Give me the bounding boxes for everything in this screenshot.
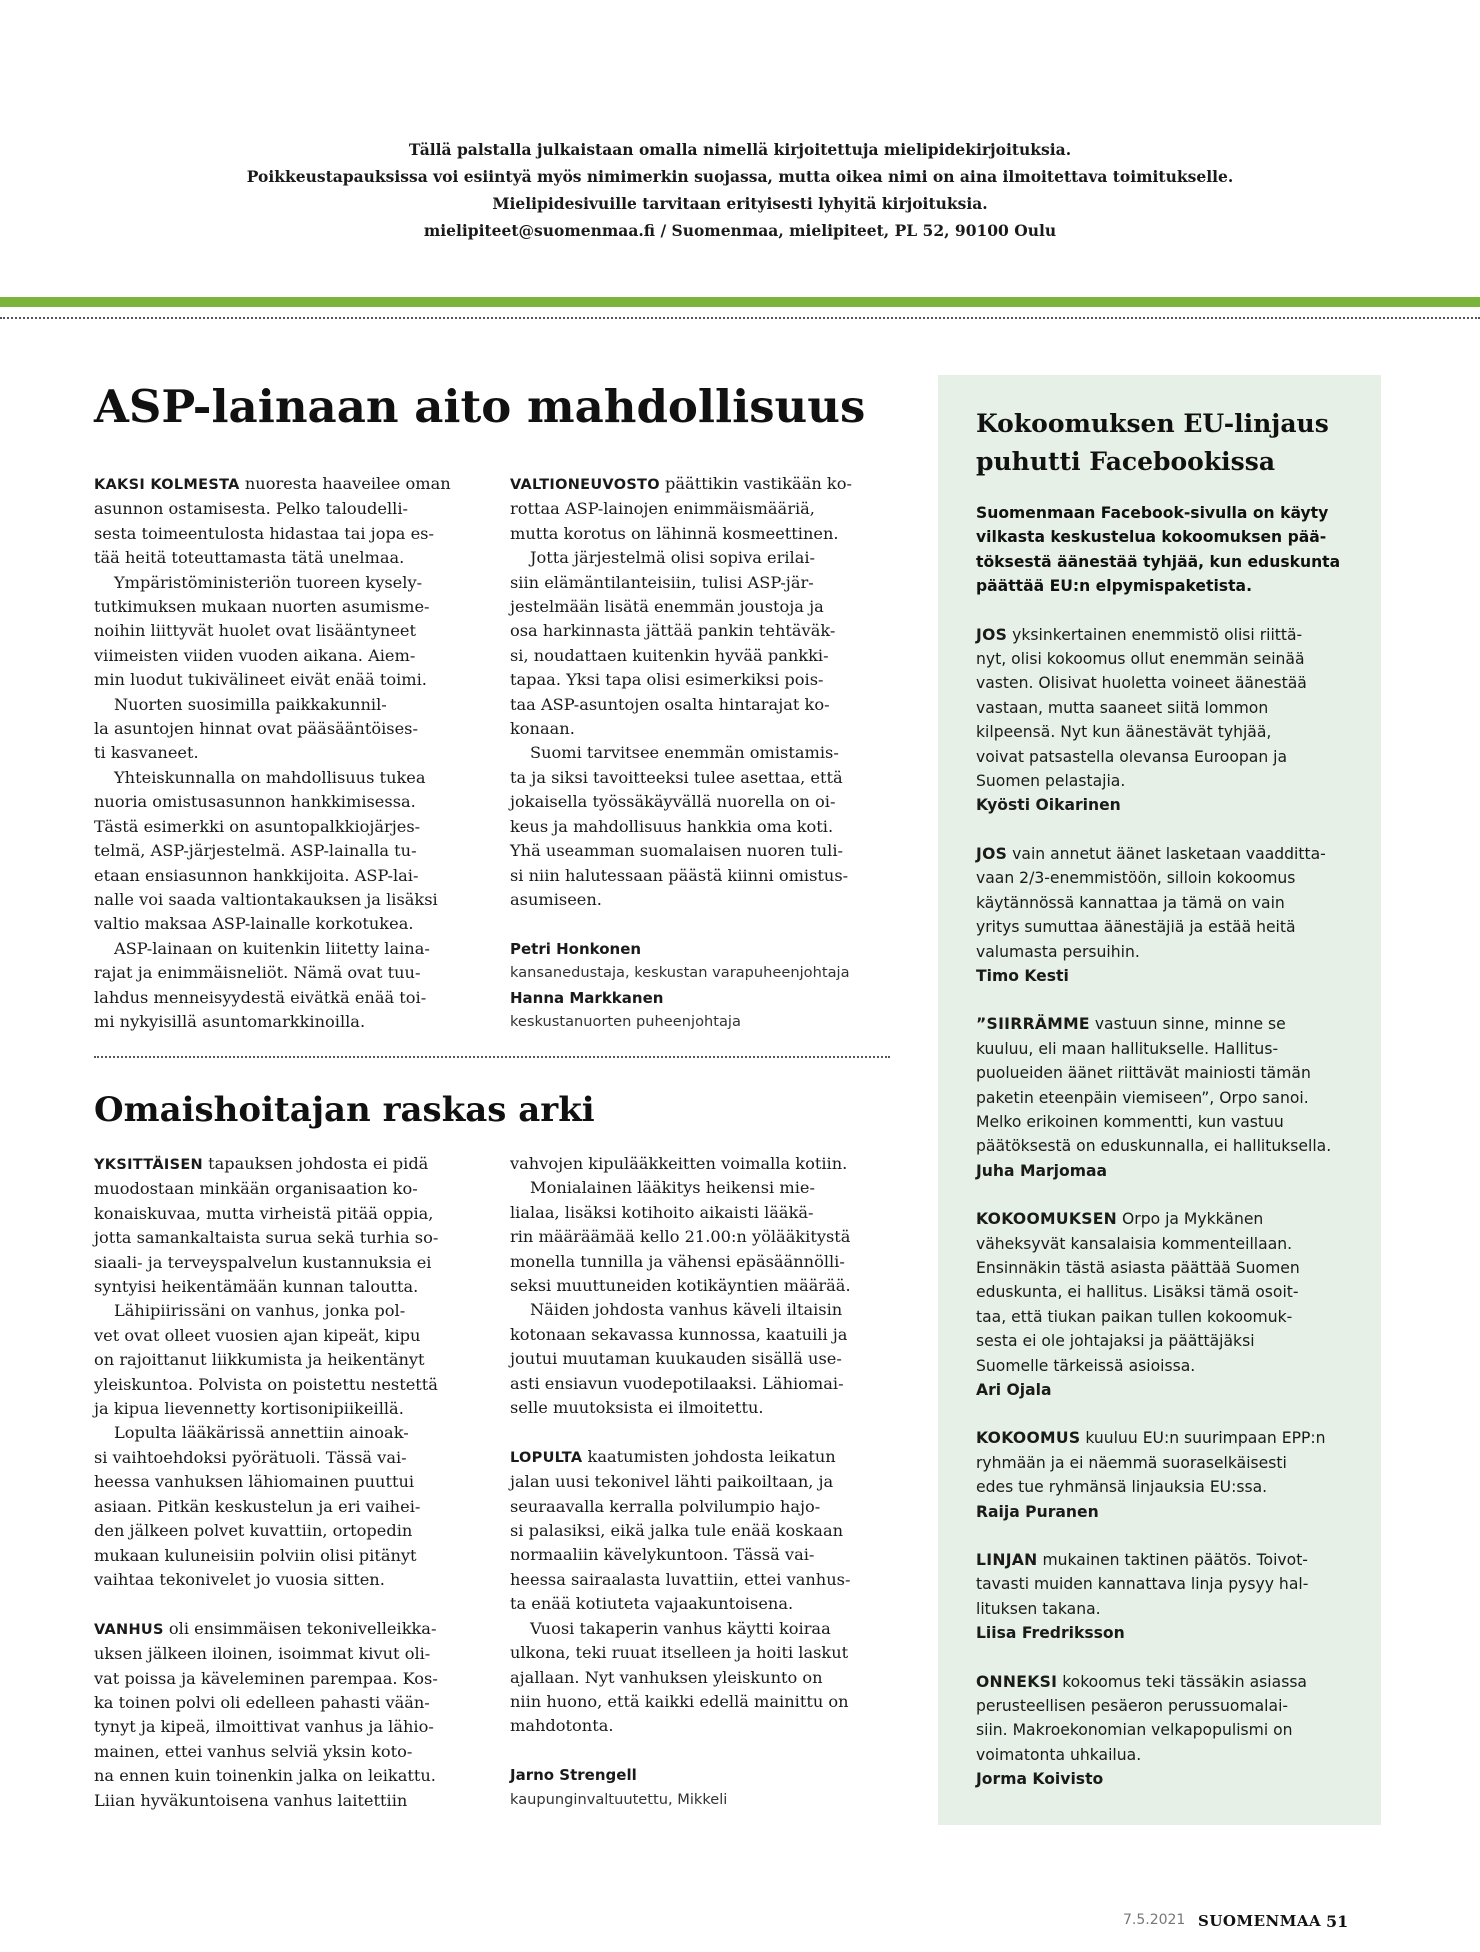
sidebar-title: Kokoomuksen EU-linjaus puhutti Facebookissa: [976, 409, 1329, 476]
commenter-name: Jorma Koivisto: [976, 1770, 1104, 1789]
commenter-name: Raija Puranen: [976, 1502, 1099, 1521]
author-role: kaupunginvaltuutettu, Mikkeli: [510, 1790, 728, 1808]
paragraph: LOPULTA kaatumisten johdosta leikatun: [510, 1446, 836, 1466]
article1-column-1: KAKSI KOLMESTA nuoresta haaveilee oman asunnon ostamisesta. Pelko taloudelli- sesta toimeentulosta hidastaa tai jopa es- tää heitä toteuttamasta tätä unelmaa. Ympäristöministeriön tuoreen kysely- tutkimuksen mukaan nuorten asumisme- noihin liittyvät huolet ovat lisääntyneet viimeisten viiden vuoden aikana. Aiem- min luodut tukivälineet eivät enää toimi. Nuorten suosimilla paikkakunnil- la asuntojen hinnat ovat pääsääntöises- ti kasvaneet. Yhteiskunnalla on mahdollisuus tukea nuoria omistusasunnon hankkimisessa. Tästä esimerkki on asuntopalkkiojärjes- telmä, ASP-järjestelmä. ASP-lainalla tu- etaan ensiasunnon hankkijoita. ASP-lai- nalle voi saada valtiontakauksen ja lisäksi valtio maksaa ASP-lainalle korkotukea. ASP-lainaan on kuitenkin liitetty laina- rajat ja enimmäisneliöt. Nämä ovat tuu- lahdus menneisyydestä eivätkä enää toi- mi nykyisillä asuntomarkkinoilla.: [94, 472, 474, 1034]
paragraph: YKSITTÄISEN tapauksen johdosta ei pidä: [94, 1154, 429, 1173]
commenter-name: Timo Kesti: [976, 966, 1069, 985]
magazine-name: SUOMENMAA: [1198, 1912, 1322, 1930]
intro-line: Tällä palstalla julkaistaan omalla nimellä kirjoitettuja mielipidekirjoituksia.: [408, 140, 1072, 159]
paragraph: VALTIONEUVOSTO päättikin vastikään ko-: [510, 474, 852, 493]
lead-word: KOKOOMUKSEN: [976, 1210, 1118, 1229]
article1-column-2: VALTIONEUVOSTO päättikin vastikään ko- rottaa ASP-lainojen enimmäismääriä, mutta korotus on lähinnä kosmeettinen. Jotta järjestelmä olisi sopiva erilai- siin elämäntilanteisiin, tulisi ASP-jär- jestelmään lisätä enemmän joustoja ja osa harkinnasta jättää pankin tehtäväk- si, noudattaen kuitenkin hyvää pankki- tapaa. Yksi tapa olisi esimerkiksi pois- taa ASP-asuntojen osalta hintarajat ko- konaan. Suomi tarvitsee enemmän omistamis- ta ja siksi tavoitteeksi tulee asettaa, että jokaisella työssäkäyvällä nuorella on oi- keus ja mahdollisuus hankkia oma koti. Yhä useamman suomalaisen nuoren tuli- si niin halutessaan päästä kiinni omistus- asumiseen. Petri Honkonen kansanedustaja, keskustan varapuheenjohtaja Hanna Markkanen keskustanuorten puheenjohtaja: [510, 472, 890, 1034]
comment-entry: KOKOOMUS kuuluu EU:n suurimpaan EPP:n ryhmään ja ei näemmä suoraselkäisesti edes tue ryhmänsä linjauksia EU:ssa. Raija Puranen: [976, 1426, 1356, 1524]
lead-word: ”SIIRRÄMME: [976, 1015, 1090, 1034]
comment-entry: KOKOOMUKSEN Orpo ja Mykkänen väheksyvät kansalaisia kommenteillaan. Ensinnäkin tästä asiasta päättää Suomen eduskunta, ei hallitus. Lisäksi tämä osoit- taa, että tiukan paikan tullen kokoomuk- sesta ei ole johtajaksi ja päättäjäksi Suomelle tärkeissä asioissa. Ari Ojala: [976, 1207, 1356, 1402]
lead-word: VANHUS: [94, 1621, 164, 1638]
page-number: 51: [1326, 1912, 1349, 1931]
paragraph: KAKSI KOLMESTA nuoresta haaveilee oman: [94, 474, 451, 493]
article1-headline: ASP-lainaan aito mahdollisuus: [94, 380, 866, 433]
lead-word: ONNEKSI: [976, 1672, 1058, 1691]
intro-contact-line: mielipiteet@suomenmaa.fi / Suomenmaa, mielipiteet, PL 52, 90100 Oulu: [423, 221, 1057, 240]
dotted-divider: [0, 317, 1480, 319]
article2-headline: Omaishoitajan raskas arki: [94, 1090, 595, 1130]
author-name: Jarno Strengell: [510, 1766, 637, 1785]
sidebar-lead: Suomenmaan Facebook-sivulla on käyty vilkasta keskustelua kokoomuksen pää- töksestä äänestää tyhjää, kun eduskunta päättää EU:n elpymispaketista.: [976, 504, 1341, 596]
comment-entry: JOS vain annetut äänet lasketaan vaadditta- vaan 2/3-enemmistöön, silloin kokoomus käytännössä kannattaa ja tämä on vain yritys sumuttaa äänestäjiä ja estää heitä valumasta persuihin. Timo Kesti: [976, 842, 1356, 988]
lead-word: KAKSI KOLMESTA: [94, 477, 240, 493]
article2-column-1: YKSITTÄISEN tapauksen johdosta ei pidä muodostaan minkään organisaation ko- konaiskuvaa, mutta virheistä pitää oppia, jotta samankaltaista surua sekä turhia so- siaali- ja terveyspalvelun kustannuksia ei syntyisi heikentämään kunnan taloutta. Lähipiirissäni on vanhus, jonka pol- vet ovat olleet vuosien ajan kipeät, kipu on rajoittanut liikkumista ja heikentänyt yleiskuntoa. Polvista on poistettu nestettä ja kipua lievennetty kortisonipiikeillä. Lopulta lääkärissä annettiin ainoak- si vaihtoehdoksi pyörätuoli. Tässä vai- heessa vanhuksen lähiomainen puuttui asiaan. Pitkän keskustelun ja eri vaihei- den jälkeen polvet kuvattiin, ortopedin mukaan kuluneisiin polviin olisi pitänyt vaihtaa tekonivelet jo vuosia sitten. VANHUS oli ensimmäisen tekonivelleikka- uksen jälkeen iloinen, isoimmat kivut oli- vat poissa ja käveleminen parempaa. Kos- ka toinen polvi oli edelleen pahasti vään- tynyt ja kipeä, ilmoittivat vanhus ja lähio- mainen, ettei vanhus selviä yksin koto- na ennen kuin toinenkin jalka on leikattu. Liian hyväkuntoisena vanhus laitettiin: [94, 1152, 474, 1813]
green-divider: [0, 297, 1480, 307]
commenter-name: Juha Marjomaa: [976, 1161, 1108, 1180]
author-role: kansanedustaja, keskustan varapuheenjohtaja: [510, 964, 850, 982]
comment-entry: JOS yksinkertainen enemmistö olisi riittä- nyt, olisi kokoomus ollut enemmän seinää vasten. Olisivat huoletta voineet äänestää vastaan, mutta saaneet siitä lommon kilpeensä. Nyt kun äänestävät tyhjää, voivat patsastella olevansa Euroopan ja Suomen pelastajia. Kyösti Oikarinen: [976, 623, 1356, 818]
author-name: Hanna Markkanen: [510, 988, 664, 1007]
commenter-name: Ari Ojala: [976, 1381, 1052, 1399]
sidebar-content: [976, 405, 1356, 1792]
lead-word: JOS: [976, 625, 1008, 644]
author-role: keskustanuorten puheenjohtaja: [510, 1012, 741, 1030]
facebook-comments-sidebar: [938, 375, 1381, 1825]
lead-word: VALTIONEUVOSTO: [510, 477, 660, 493]
author-name: Petri Honkonen: [510, 939, 642, 958]
intro-text: [0, 136, 1480, 244]
commenter-name: Kyösti Oikarinen: [976, 796, 1121, 815]
comment-entry: ONNEKSI kokoomus teki tässäkin asiassa perusteellisen pesäeron perussuomalai- siin. Makroekonomian velkapopulismi on voimatonta uhkailua. Jorma Koivisto: [976, 1670, 1356, 1792]
commenter-name: Liisa Fredriksson: [976, 1624, 1125, 1643]
intro-line: Poikkeustapauksissa voi esiintyä myös nimimerkin suojassa, mutta oikea nimi on aina ilmoitettava toimitukselle.: [246, 167, 1234, 186]
intro-line: Mielipidesivuille tarvitaan erityisesti lyhyitä kirjoituksia.: [492, 194, 988, 213]
lead-word: YKSITTÄISEN: [94, 1157, 203, 1173]
paragraph: VANHUS oli ensimmäisen tekonivelleikka-: [94, 1618, 437, 1638]
dotted-divider: [94, 1056, 890, 1058]
lead-word: KOKOOMUS: [976, 1429, 1081, 1448]
lead-word: JOS: [976, 844, 1008, 863]
article2-column-2: vahvojen kipulääkkeitten voimalla kotiin. Monialainen lääkitys heikensi mie- lialaa, lisäksi kotihoito aikaisti lääkä- rin määräämää kello 21.00:n yölääkitystä monella tunnilla ja vähensi epäsäännölli- seksi muuttuneiden kotikäyntien määrää. Näiden johdosta vanhus käveli iltaisin kotonaan sekavassa kunnossa, kaatuili ja joutui muutaman kuukauden sisällä use- asti ensiavun vuodepotilaaksi. Lähiomai- selle muutoksista ei ilmoitettu. LOPULTA kaatumisten johdosta leikatun jalan uusi tekonivel lähti paikoiltaan, ja seuraavalla kerralla polvilumpio hajo- si palasiksi, eikä jalka tule enää koskaan normaaliin kävelykuntoon. Tässä vai- heessa sairaalasta luvattiin, ettei vanhus- ta enää kotiuteta vajaakuntoisena. Vuosi takaperin vanhus käytti koiraa ulkona, teki ruuat itselleen ja hoiti laskut ajallaan. Nyt vanhuksen yleiskunto on niin huono, että kaikki edellä mainittu on mahdotonta. Jarno Strengell kaupunginvaltuutettu, Mikkeli: [510, 1152, 890, 1812]
comment-entry: ”SIIRRÄMME vastuun sinne, minne se kuuluu, eli maan hallitukselle. Hallitus- puolueiden äänet riittävät mainiosti tämän paketin eteenpäin viemiseen”, Orpo sanoi. Melko erikoinen kommentti, kun vastuu päätöksestä on eduskunnalla, ei hallituksella. Juha Marjomaa: [976, 1012, 1356, 1183]
comment-entry: LINJAN mukainen taktinen päätös. Toivot- tavasti muiden kannattava linja pysyy hal- lituksen takana. Liisa Fredriksson: [976, 1548, 1356, 1646]
issue-date: 7.5.2021: [1123, 1912, 1186, 1928]
lead-word: LINJAN: [976, 1551, 1038, 1570]
lead-word: LOPULTA: [510, 1449, 583, 1466]
